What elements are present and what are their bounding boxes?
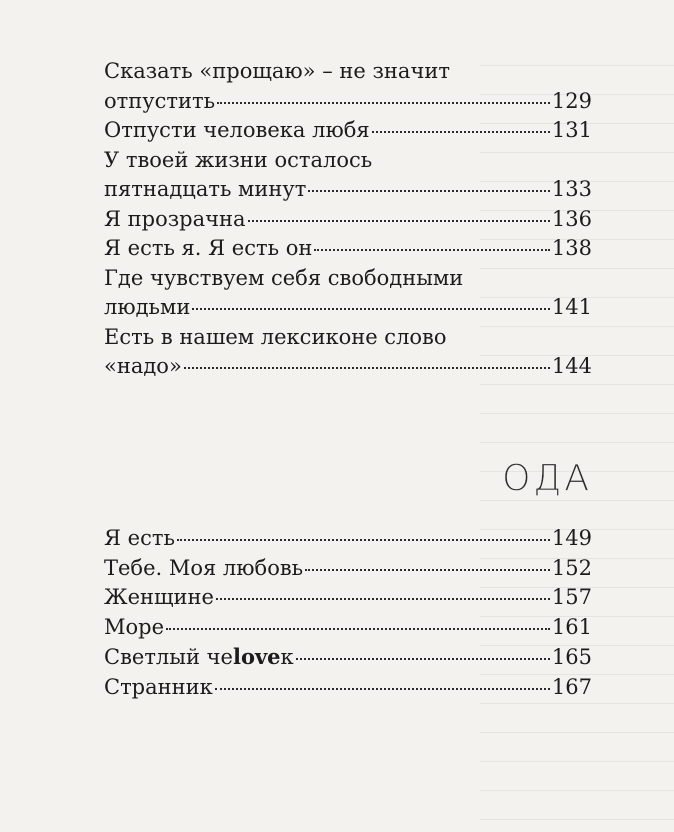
toc-entry	[104, 205, 592, 235]
page-number: 167	[551, 674, 592, 699]
toc-entry-title: отпустить	[104, 88, 216, 113]
toc-entry	[104, 554, 592, 584]
page-number: 165	[551, 645, 592, 669]
toc-entry	[104, 57, 592, 116]
dot-leader	[248, 220, 550, 222]
page-number: 138	[551, 236, 592, 260]
toc-entry	[104, 524, 592, 554]
page-number: 141	[551, 295, 592, 319]
toc-entry-title: Светлый чеloveк	[104, 644, 294, 669]
toc-entry	[104, 613, 592, 643]
dot-leader	[215, 688, 550, 690]
dot-leader	[308, 190, 550, 192]
page-number: 136	[551, 206, 592, 231]
toc-entry-title: «надо»	[104, 354, 182, 378]
toc-entry-title: Тебе. Моя любовь	[104, 555, 304, 580]
table-of-contents-part-2	[104, 524, 592, 702]
toc-entry-title: пятнадцать минут	[104, 177, 307, 201]
dot-leader	[314, 249, 550, 251]
page-number: 149	[551, 526, 592, 550]
toc-entry	[104, 642, 592, 673]
dot-leader	[166, 628, 550, 630]
dot-leader	[296, 658, 550, 660]
toc-entry-title: Странник	[104, 674, 213, 699]
toc-entry-title: Я прозрачна	[104, 206, 246, 231]
dot-leader	[217, 102, 550, 104]
emphasis-love: love	[232, 644, 281, 669]
page-number: 161	[551, 614, 592, 639]
dot-leader	[216, 598, 550, 600]
section-title: ОДА	[502, 458, 592, 499]
page-number: 133	[551, 177, 592, 201]
toc-entry-title: людьми	[104, 295, 191, 319]
toc-entry-title-line: Есть в нашем лексиконе слово	[104, 324, 447, 349]
toc-entry	[104, 146, 592, 205]
toc-entry	[104, 673, 592, 703]
toc-entry	[104, 234, 592, 264]
toc-entry	[104, 583, 592, 613]
toc-entry-title-line: У твоей жизни осталось	[104, 147, 373, 172]
toc-entry	[104, 264, 592, 323]
toc-entry-title: Я есть я. Я есть он	[104, 236, 313, 260]
dot-leader	[184, 367, 550, 369]
dot-leader	[192, 308, 550, 310]
page-number: 129	[551, 88, 592, 113]
toc-entry-title-line: Где чувствуем себя свободными	[104, 265, 464, 290]
toc-entry	[104, 323, 592, 382]
page-number: 152	[551, 555, 592, 580]
toc-entry-title: Я есть	[104, 526, 175, 550]
page-number: 157	[551, 585, 592, 609]
toc-entry-title: Море	[104, 614, 165, 639]
toc-entry-title: Женщине	[104, 585, 214, 609]
table-of-contents-part-1	[104, 57, 592, 382]
dot-leader	[177, 539, 550, 541]
page-number: 144	[551, 354, 592, 378]
dot-leader	[305, 569, 550, 571]
page-number: 131	[551, 118, 592, 142]
toc-entry-title: Отпусти человека любя	[104, 118, 370, 142]
dot-leader	[372, 131, 550, 133]
toc-entry	[104, 116, 592, 146]
toc-entry-title-line: Сказать «прощаю» – не значит	[104, 59, 450, 83]
